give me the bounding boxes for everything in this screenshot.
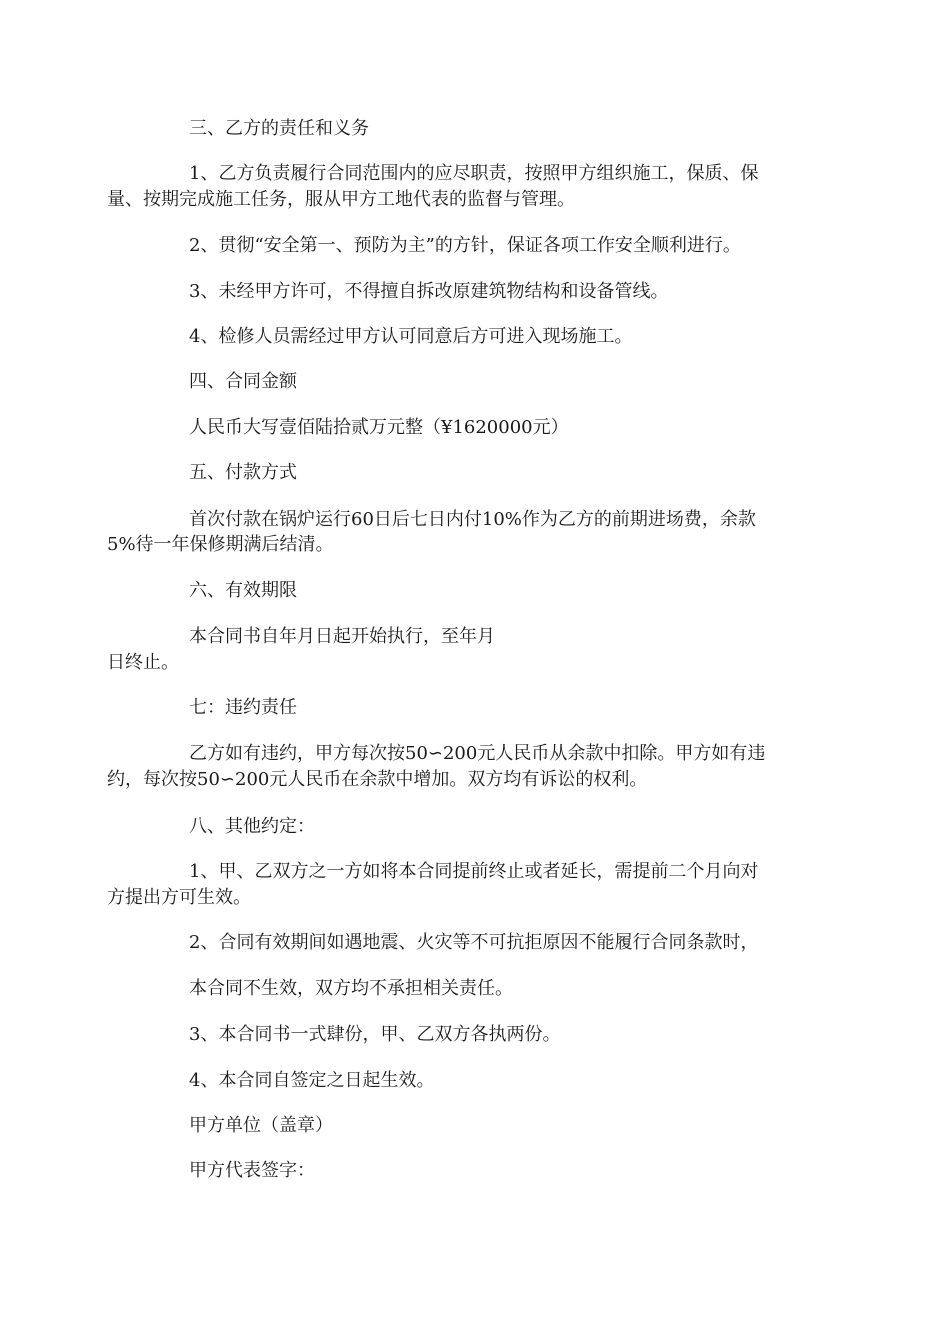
section-heading-contract-amount: 四、合同金额: [189, 371, 297, 392]
section-heading-party-b-duties: 三、乙方的责任和义务: [189, 118, 369, 139]
clause-b1-line2: 量、按期完成施工任务，服从甲方工地代表的监督与管理。: [107, 189, 575, 210]
breach-line2: 约，每次按50∽200元人民币在余款中增加。双方均有诉讼的权利。: [107, 769, 648, 790]
clause-b2: 2、贯彻“安全第一、预防为主”的方针，保证各项工作安全顺利进行。: [189, 235, 741, 256]
other-clause2-line2: 本合同不生效，双方均不承担相关责任。: [189, 978, 513, 999]
payment-line1: 首次付款在锅炉运行60日后七日内付10%作为乙方的前期进场费，余款: [189, 509, 756, 530]
clause-b4: 4、检修人员需经过甲方认可同意后方可进入现场施工。: [189, 326, 633, 347]
clause-b1-line1: 1、乙方负责履行合同范围内的应尽职责，按照甲方组织施工，保质、保: [189, 163, 759, 184]
breach-line1: 乙方如有违约，甲方每次按50∽200元人民币从余款中扣除。甲方如有违: [189, 743, 766, 764]
contract-amount-text: 人民币大写壹佰陆拾贰万元整（¥1620000元）: [189, 417, 569, 438]
payment-line2: 5%待一年保修期满后结清。: [107, 534, 334, 555]
clause-b3: 3、未经甲方许可，不得擅自拆改原建筑物结构和设备管线。: [189, 281, 669, 302]
section-heading-other-agreements: 八、其他约定：: [189, 816, 315, 837]
other-clause1-line2: 方提出方可生效。: [107, 887, 251, 908]
party-a-unit-seal: 甲方单位（盖章）: [189, 1115, 333, 1136]
validity-line2: 日终止。: [107, 652, 179, 673]
section-heading-payment-method: 五、付款方式: [189, 462, 297, 483]
other-clause3: 3、本合同书一式肆份，甲、乙双方各执两份。: [189, 1024, 561, 1045]
section-heading-breach-liability: 七：违约责任: [189, 697, 297, 718]
other-clause1-line1: 1、甲、乙双方之一方如将本合同提前终止或者延长，需提前二个月向对: [189, 861, 759, 882]
validity-line1: 本合同书自年月日起开始执行，至年月: [189, 626, 495, 647]
other-clause4: 4、本合同自签定之日起生效。: [189, 1070, 435, 1091]
section-heading-validity-period: 六、有效期限: [189, 580, 297, 601]
other-clause2-line1: 2、合同有效期间如遇地震、火灾等不可抗拒原因不能履行合同条款时，: [189, 932, 759, 953]
party-a-representative-signature: 甲方代表签字：: [189, 1160, 315, 1181]
